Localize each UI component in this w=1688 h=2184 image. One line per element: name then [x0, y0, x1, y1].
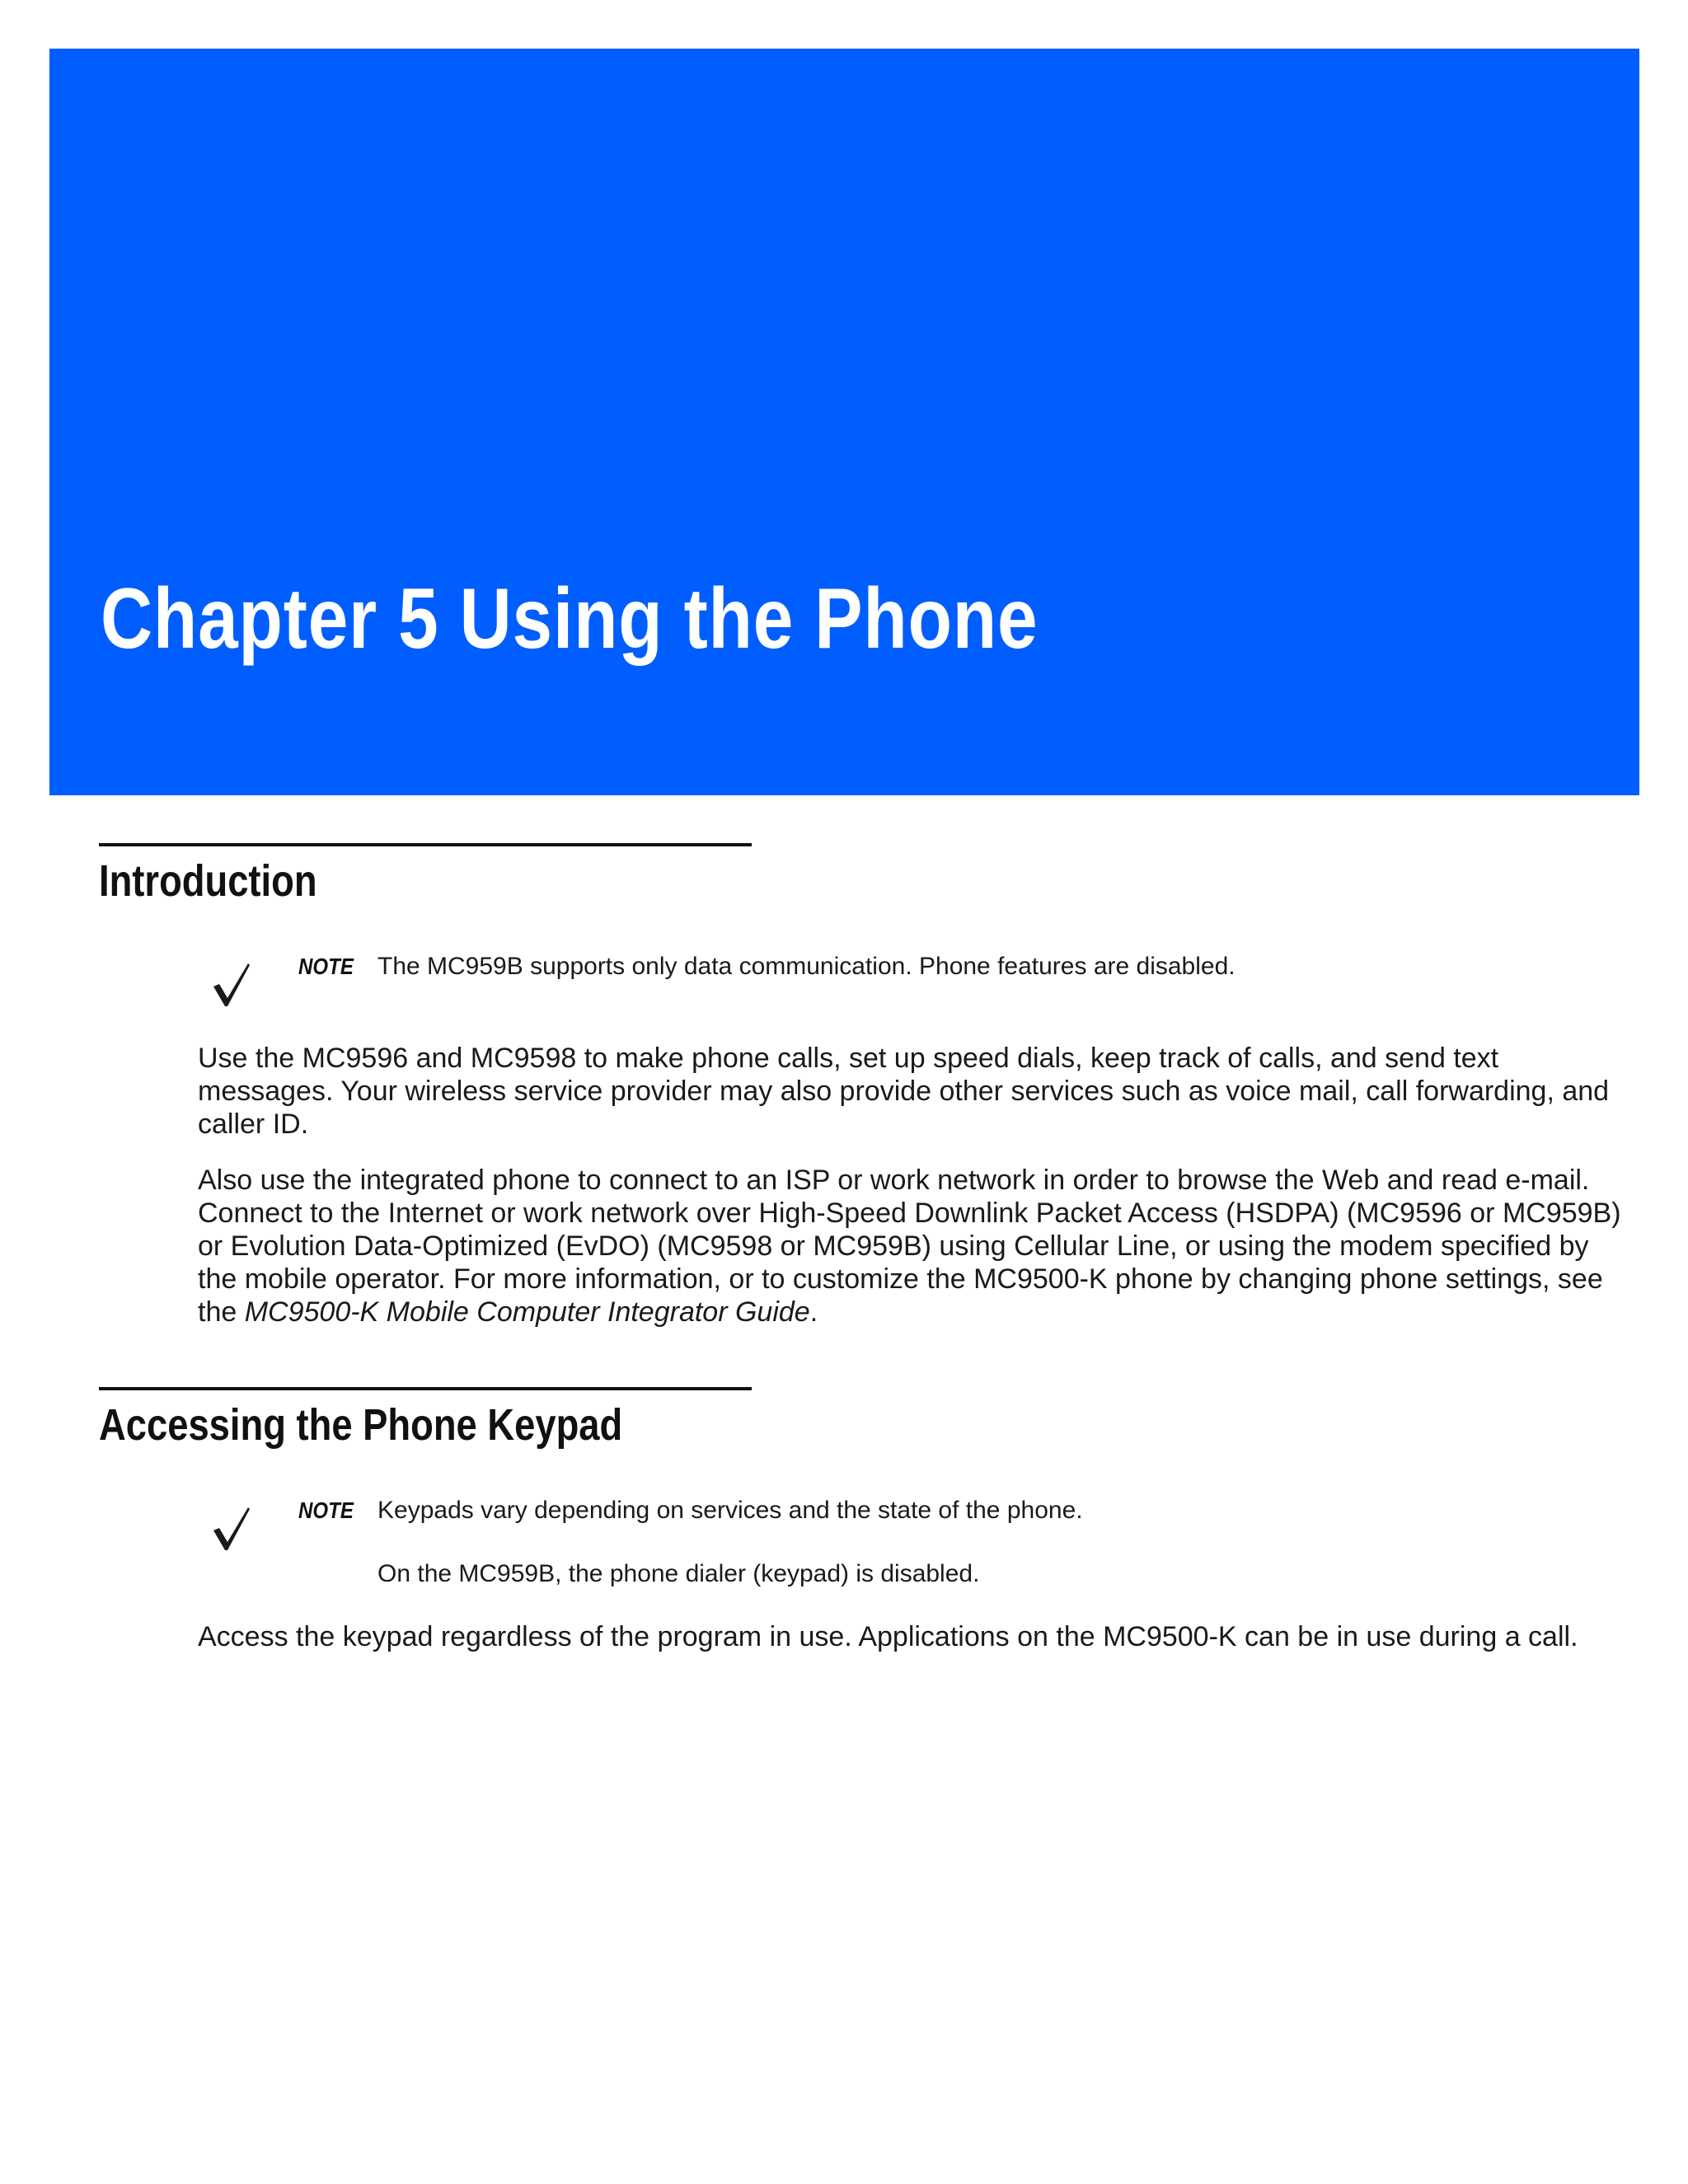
intro-paragraph-1-line-3: caller ID.	[198, 1108, 309, 1140]
intro-paragraph-2-line-5-suffix: .	[809, 1296, 818, 1328]
note-text-introduction: The MC959B supports only data communication. Phone features are disabled.	[377, 953, 1236, 980]
intro-paragraph-2-line-4: the mobile operator. For more information, or to customize the MC9500-K phone by changing phone settings, see	[198, 1263, 1603, 1295]
intro-paragraph-2-line-5-prefix: the	[198, 1296, 245, 1328]
checkmark-icon	[211, 1504, 252, 1550]
chapter-banner	[49, 49, 1639, 795]
integrator-guide-title: MC9500-K Mobile Computer Integrator Guide	[244, 1296, 810, 1328]
note-label-introduction: NOTE	[298, 954, 354, 979]
section-heading-introduction: Introduction	[99, 856, 317, 906]
note-text-keypad-1: Keypads vary depending on services and the state of the phone.	[377, 1497, 1083, 1524]
intro-paragraph-2-line-3: or Evolution Data-Optimized (EvDO) (MC9598 or MC959B) using Cellular Line, or using the modem specified by	[198, 1230, 1589, 1262]
section-rule-introduction	[99, 843, 752, 846]
section-heading-keypad: Accessing the Phone Keypad	[99, 1400, 623, 1450]
note-text-keypad-2: On the MC959B, the phone dialer (keypad) is disabled.	[377, 1560, 980, 1587]
intro-paragraph-1	[198, 1042, 1610, 1141]
intro-paragraph-2-line-1: Also use the integrated phone to connect to an ISP or work network in order to browse the Web and read e-mail.	[198, 1165, 1590, 1196]
checkmark-icon	[211, 960, 252, 1006]
intro-paragraph-1-line-2: messages. Your wireless service provider may also provide other services such as voice mail, call forwarding, and	[198, 1076, 1610, 1107]
chapter-title: Chapter 5 Using the Phone	[101, 571, 1039, 667]
keypad-paragraph-1-line-1: Access the keypad regardless of the program in use. Applications on the MC9500-K can be in use during a call.	[198, 1621, 1578, 1652]
intro-paragraph-2-line-5	[198, 1296, 1582, 1329]
section-rule-keypad	[99, 1387, 752, 1390]
intro-paragraph-2-line-2: Connect to the Internet or work network over High-Speed Downlink Packet Access (HSDPA) (MC9596 or MC959B)	[198, 1197, 1621, 1229]
keypad-paragraph-1	[198, 1620, 1582, 1653]
intro-paragraph-2	[198, 1164, 1621, 1329]
note-label-keypad: NOTE	[298, 1497, 354, 1523]
intro-paragraph-1-line-1: Use the MC9596 and MC9598 to make phone calls, set up speed dials, keep track of calls, and send text	[198, 1043, 1499, 1074]
